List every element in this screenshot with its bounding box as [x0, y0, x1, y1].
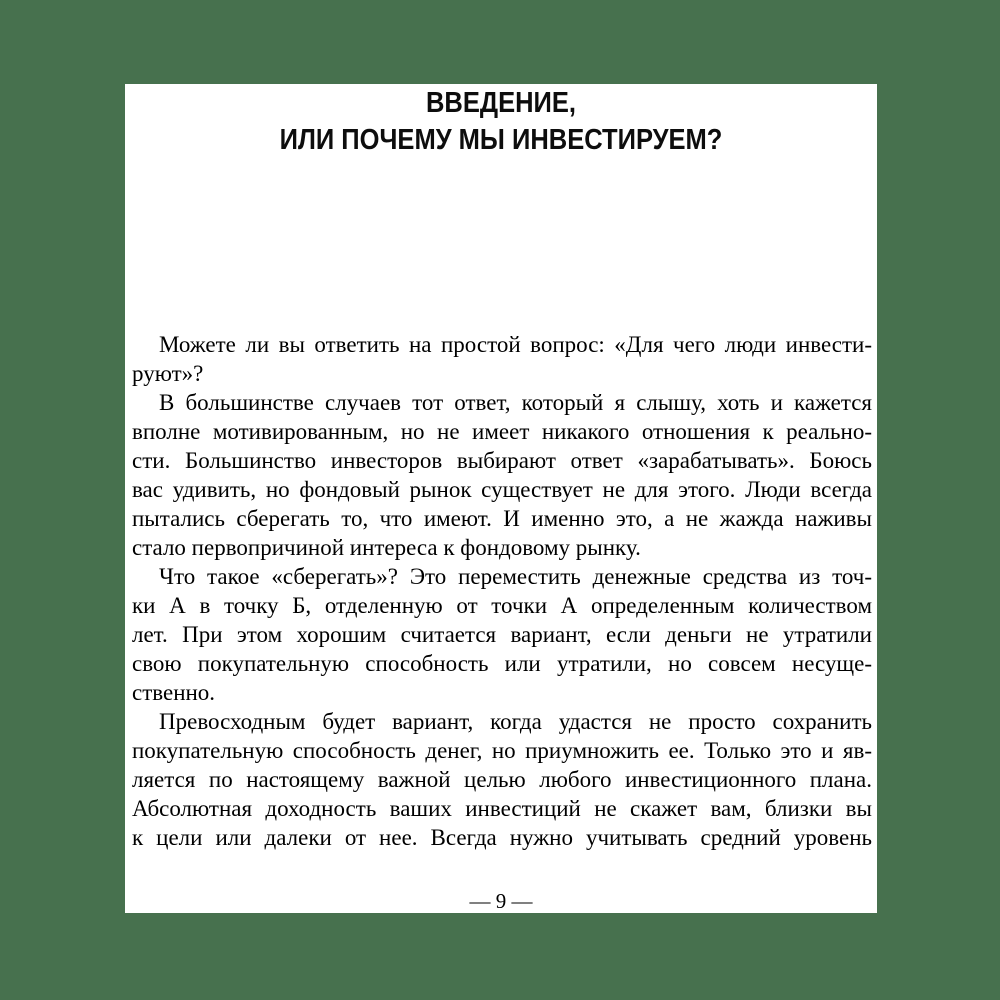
- title-line-1: ВВЕДЕНИЕ,: [426, 87, 576, 119]
- text-line: пытались сберегать то, что имеют. И именно это, а не жажда наживы: [132, 506, 872, 531]
- text-line: Можете ли вы ответить на простой вопрос: «Для чего люди инвести-: [159, 332, 872, 357]
- page-number: — 9 —: [469, 889, 533, 913]
- text-line: ственно.: [132, 680, 216, 705]
- text-line: руют»?: [132, 361, 204, 386]
- text-line: стало первопричиной интереса к фондовому рынку.: [132, 535, 641, 560]
- text-line: сти. Большинство инвесторов выбирают ответ «зарабатывать». Боюсь: [132, 448, 872, 473]
- text-line: В большинстве случаев тот ответ, который я слышу, хоть и кажется: [159, 390, 872, 415]
- text-line: к цели или далеки от нее. Всегда нужно учитывать средний уровень: [132, 825, 872, 850]
- text-line: ляется по настоящему важной целью любого инвестиционного плана.: [132, 767, 872, 792]
- text-line: Что такое «сберегать»? Это переместить денежные средства из точ-: [159, 564, 872, 589]
- text-line: лет. При этом хорошим считается вариант, если деньги не утратили: [132, 622, 872, 647]
- body-text: [132, 330, 872, 852]
- text-line: Превосходным будет вариант, когда удастся не просто сохранить: [159, 709, 872, 734]
- text-line: ки А в точку Б, отделенную от точки А определенным количеством: [132, 593, 872, 618]
- text-line: Абсолютная доходность ваших инвестиций не скажет вам, близки вы: [132, 796, 872, 821]
- title-line-2: ИЛИ ПОЧЕМУ МЫ ИНВЕСТИРУЕМ?: [279, 124, 723, 156]
- page-footer: [125, 890, 877, 912]
- text-line: покупательную способность денег, но приумножить ее. Только это и яв-: [132, 738, 872, 763]
- text-line: вас удивить, но фондовый рынок существует не для этого. Люди всегда: [132, 477, 872, 502]
- page-title: [170, 85, 832, 159]
- book-page: [125, 84, 877, 913]
- text-line: вполне мотивированным, но не имеет никакого отношения к реально-: [132, 419, 872, 444]
- text-line: свою покупательную способность или утратили, но совсем несуще-: [132, 651, 872, 676]
